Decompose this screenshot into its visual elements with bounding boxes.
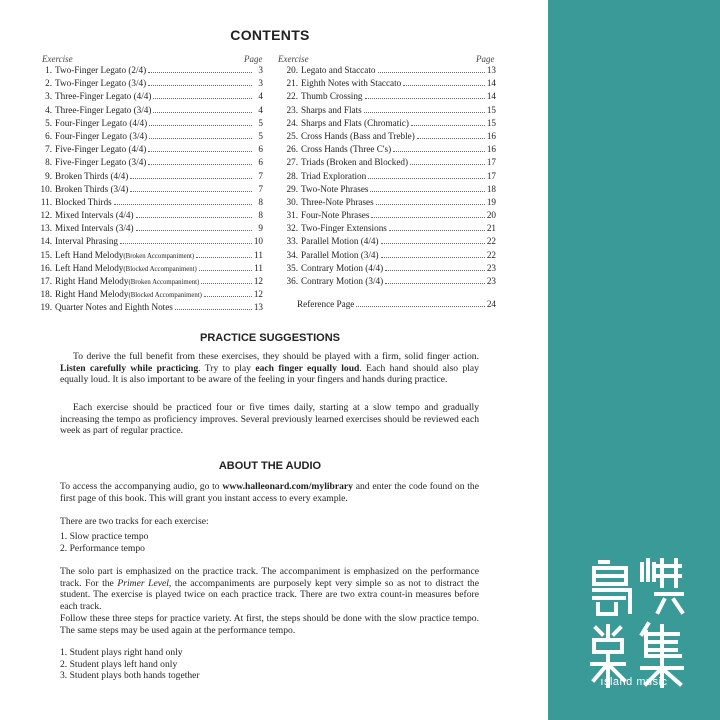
step-item-3: 3. Student plays both hands together xyxy=(60,670,200,682)
dot-leader xyxy=(376,203,485,205)
toc-entry-page: 24 xyxy=(486,299,496,309)
library-url: www.halleonard.com/mylibrary xyxy=(222,481,353,492)
toc-entry-page: 7 xyxy=(258,170,263,181)
toc-entry-number: 32. xyxy=(286,223,298,234)
toc-entry-number: 16. xyxy=(40,262,52,273)
toc-entry-number: 9. xyxy=(45,170,52,181)
toc-entry xyxy=(278,236,496,249)
toc-entry-number: 3. xyxy=(45,91,52,102)
toc-entry-number: 34. xyxy=(286,249,298,260)
toc-entry xyxy=(32,236,263,249)
toc-entry-number: 31. xyxy=(286,210,298,221)
toc-entry-number: 30. xyxy=(286,196,298,207)
track-item-1: 1. Slow practice tempo xyxy=(60,531,149,542)
toc-entry-title: Left Hand Melody xyxy=(55,262,124,273)
toc-entry-page: 19 xyxy=(486,196,496,207)
toc-entry-title: Mixed Intervals (3/4) xyxy=(55,223,134,234)
toc-entry-page: 11 xyxy=(254,262,263,273)
toc-entry-page: 5 xyxy=(258,130,263,141)
island-music-logo-icon xyxy=(586,556,686,696)
toc-entry xyxy=(278,171,496,184)
toc-entry xyxy=(32,210,263,223)
about-audio-heading: ABOUT THE AUDIO xyxy=(218,460,322,472)
dot-leader xyxy=(136,229,252,231)
toc-entry-page: 9 xyxy=(258,223,263,234)
dot-leader xyxy=(385,269,485,271)
audio-paragraph-4: Follow these three steps for practice variety. At first, the steps should be done with the slow practice tempo. The same steps may be used again at the performance tempo. xyxy=(60,613,479,636)
dot-leader xyxy=(368,177,485,179)
toc-entry-title: Three-Finger Legato (3/4) xyxy=(55,104,152,115)
toc-entry xyxy=(32,118,263,131)
right-col-page-header: Page xyxy=(476,54,495,64)
toc-entry-page: 22 xyxy=(486,236,496,247)
toc-entry xyxy=(278,250,496,263)
toc-entry-number: 20. xyxy=(286,65,298,75)
toc-entry-page: 14 xyxy=(486,91,496,102)
toc-entry-page: 21 xyxy=(486,223,496,234)
dot-leader xyxy=(175,308,252,310)
toc-entry-page: 4 xyxy=(258,91,263,102)
toc-entry-page: 5 xyxy=(258,117,263,128)
dot-leader xyxy=(148,84,252,86)
toc-entry xyxy=(32,263,263,276)
audio-paragraph-3: The solo part is emphasized on the practice track. The accompaniment is emphasized on the performance track. For the Primer Level, the accompaniments are purposely kept very simple so as not to distract the student. The exercise is played twice on each practice track. There are two extra count-in measures before each track. xyxy=(60,566,479,612)
dot-leader xyxy=(381,256,485,258)
toc-entry xyxy=(32,91,263,104)
toc-entry-number: 12. xyxy=(40,210,52,221)
toc-entry-title: Broken Thirds (3/4) xyxy=(55,183,129,194)
toc-entry-title: Contrary Motion (4/4) xyxy=(301,262,384,273)
toc-entry-title: Interval Phrasing xyxy=(55,236,119,247)
toc-entry-title: Sharps and Flats xyxy=(301,104,362,115)
toc-entry-number: 7. xyxy=(45,144,52,155)
dot-leader xyxy=(378,71,485,73)
track-item-2: 2. Performance tempo xyxy=(60,542,145,554)
toc-entry-number: 27. xyxy=(286,157,298,168)
toc-entry-page: 16 xyxy=(486,130,496,141)
track-list xyxy=(60,531,479,554)
toc-entry-title: Left Hand Melody xyxy=(55,249,124,260)
toc-entry-subtitle: (Broken Accompaniment) xyxy=(128,279,200,286)
toc-entry-number: 35. xyxy=(286,262,298,273)
toc-entry-title: Five-Finger Legato (3/4) xyxy=(55,157,147,168)
toc-entry-title: Sharps and Flats (Chromatic) xyxy=(301,117,409,128)
toc-entry-page: 4 xyxy=(258,104,263,115)
toc-entry-number: 22. xyxy=(286,91,298,102)
toc-entry-number: 10. xyxy=(40,183,52,194)
toc-entry-subtitle: (Blocked Accompaniment) xyxy=(128,292,202,300)
toc-entry-title: Triad Exploration xyxy=(301,170,367,181)
toc-entry-title: Three-Finger Legato (4/4) xyxy=(55,91,152,102)
toc-entry-reference xyxy=(278,299,496,312)
toc-entry-title: Five-Finger Legato (4/4) xyxy=(55,144,147,155)
dot-leader xyxy=(153,111,252,113)
toc-entry-number: 13. xyxy=(40,223,52,234)
dot-leader xyxy=(365,97,485,99)
left-col-exercise-header: Exercise xyxy=(42,54,73,64)
logo-brand-text: ısland music xyxy=(600,676,668,688)
toc-entry xyxy=(278,65,496,78)
toc-entry-number: 21. xyxy=(286,78,298,89)
toc-entry xyxy=(278,184,496,197)
toc-entry-page: 17 xyxy=(486,170,496,181)
dot-leader xyxy=(393,150,485,152)
toc-entry xyxy=(32,171,263,184)
toc-entry-title: Quarter Notes and Eighth Notes xyxy=(55,302,173,313)
toc-entry xyxy=(278,78,496,91)
dot-leader xyxy=(199,269,252,271)
toc-entry xyxy=(32,105,263,118)
toc-entry-subtitle: (Blocked Accompaniment) xyxy=(123,265,197,273)
steps-list xyxy=(60,647,479,682)
toc-entry xyxy=(32,302,263,315)
toc-entry-number: 25. xyxy=(286,130,298,141)
toc-entry-title: Two-Finger Extensions xyxy=(301,223,387,234)
toc-entry xyxy=(32,144,263,157)
toc-entry-title: Cross Hands (Three C's) xyxy=(301,144,392,155)
audio-paragraph-1: To access the accompanying audio, go to www.halleonard.com/mylibrary and enter the code found on the first page of this book. This will grant you instant access to every example. xyxy=(60,481,479,504)
toc-entry xyxy=(278,223,496,236)
toc-entry-page: 13 xyxy=(253,302,263,313)
dot-leader xyxy=(370,190,484,192)
toc-entry-number: 15. xyxy=(40,249,52,260)
toc-entry-page: 16 xyxy=(486,144,496,155)
dot-leader xyxy=(403,84,485,86)
toc-entry xyxy=(32,184,263,197)
emphasis-each-finger: each finger equally loud xyxy=(255,362,360,374)
dot-leader xyxy=(417,137,485,139)
toc-entry-title: Cross Hands (Bass and Treble) xyxy=(301,130,415,141)
toc-entry xyxy=(32,223,263,236)
toc-entry-number: 2. xyxy=(45,78,52,89)
dot-leader xyxy=(153,97,252,99)
toc-left-column xyxy=(32,65,263,316)
toc-entry-title: Right Hand Melody xyxy=(55,276,129,286)
toc-entry xyxy=(278,263,496,276)
dot-leader xyxy=(148,150,252,152)
toc-entry-number: 11. xyxy=(40,196,52,207)
toc-entry-page: 23 xyxy=(486,276,496,286)
dot-leader xyxy=(381,242,485,244)
toc-entry-title: Two-Finger Legato (3/4) xyxy=(55,78,147,89)
toc-entry-page: 7 xyxy=(258,183,263,194)
toc-entry xyxy=(32,157,263,170)
toc-entry xyxy=(278,276,496,289)
toc-entry-page: 18 xyxy=(486,183,496,194)
toc-entry xyxy=(278,118,496,131)
right-col-exercise-header: Exercise xyxy=(278,54,309,64)
toc-entry-title: Legato and Staccato xyxy=(301,65,376,75)
toc-entry-number: 5. xyxy=(45,117,52,128)
toc-entry-title: Right Hand Melody xyxy=(55,289,129,300)
toc-entry-title: Two-Finger Legato (2/4) xyxy=(55,65,147,75)
toc-entry-number: 36. xyxy=(286,276,298,286)
toc-entry-page: 20 xyxy=(486,210,496,221)
dot-leader xyxy=(204,295,252,297)
step-item-2: 2. Student plays left hand only xyxy=(60,658,178,670)
dot-leader xyxy=(136,216,252,218)
practice-paragraph-2: Each exercise should be practiced four or five times daily, starting at a slow tempo and gradually increasing the tempo as proficiency improves. Several previously learned exercises should be reviewed each week as part of regular practice. xyxy=(60,402,479,437)
dot-leader xyxy=(149,137,252,139)
toc-entry-page: 3 xyxy=(258,65,263,75)
dot-leader xyxy=(411,124,485,126)
step-item-1: 1. Student plays right hand only xyxy=(60,647,183,658)
dot-leader xyxy=(114,203,252,205)
dot-leader xyxy=(371,216,484,218)
dot-leader xyxy=(201,282,252,284)
toc-entry-page: 8 xyxy=(258,210,263,221)
toc-entry-title: Contrary Motion (3/4) xyxy=(301,276,384,286)
toc-entry-page: 17 xyxy=(486,157,496,168)
toc-entry xyxy=(278,144,496,157)
toc-entry xyxy=(278,210,496,223)
toc-entry-title: Mixed Intervals (4/4) xyxy=(55,210,134,221)
toc-entry-title: Parallel Motion (3/4) xyxy=(301,249,379,260)
toc-entry-number: 29. xyxy=(286,183,298,194)
toc-entry xyxy=(32,65,263,78)
toc-entry-number: 17. xyxy=(40,276,52,286)
toc-entry-page: 6 xyxy=(258,157,263,168)
toc-entry xyxy=(278,105,496,118)
toc-entry xyxy=(278,197,496,210)
toc-entry-page: 11 xyxy=(254,249,263,260)
practice-paragraph-1: To derive the full benefit from these exercises, they should be played with a firm, solid finger action. Listen carefully while practicing. Try to play each finger equally loud. Each hand should also play equally loud. It is also important to be aware of the feeling in your fingers and hands during practice. xyxy=(60,351,479,386)
dot-leader xyxy=(356,305,484,307)
dot-leader xyxy=(130,177,252,179)
left-col-page-header: Page xyxy=(244,54,263,64)
toc-entry-title: Thumb Crossing xyxy=(301,91,363,102)
toc-entry-number: 23. xyxy=(286,104,298,115)
dot-leader xyxy=(148,163,252,165)
toc-entry-number: 18. xyxy=(40,289,52,300)
toc-entry-number: 14. xyxy=(40,236,52,247)
toc-entry-page: 15 xyxy=(486,104,496,115)
dot-leader xyxy=(130,190,252,192)
toc-entry-page: 10 xyxy=(253,236,263,247)
toc-entry-number: 28. xyxy=(286,170,298,181)
toc-entry-number: 26. xyxy=(286,144,298,155)
dot-leader xyxy=(385,282,485,284)
toc-entry-title: Eighth Notes with Staccato xyxy=(301,78,402,89)
dot-leader xyxy=(364,111,485,113)
toc-entry-title: Four-Note Phrases xyxy=(301,210,370,221)
toc-entry-number: 24. xyxy=(286,117,298,128)
toc-entry-subtitle: (Broken Accompaniment) xyxy=(123,252,195,260)
toc-entry xyxy=(32,197,263,210)
toc-entry xyxy=(32,131,263,144)
toc-entry xyxy=(32,250,263,263)
toc-entry xyxy=(32,276,263,289)
toc-entry-page: 14 xyxy=(486,78,496,89)
toc-entry-title: Four-Finger Legato (3/4) xyxy=(55,130,148,141)
emphasis-listen: Listen carefully while practicing xyxy=(60,362,199,374)
toc-entry-number: 8. xyxy=(45,157,52,168)
toc-right-column xyxy=(278,65,496,289)
dot-leader xyxy=(120,242,252,244)
toc-entry xyxy=(32,78,263,91)
toc-entry-page: 12 xyxy=(253,289,263,300)
toc-entry-page: 15 xyxy=(486,117,496,128)
toc-entry-title: Reference Page xyxy=(297,299,355,309)
toc-entry-number: 19. xyxy=(40,302,52,313)
toc-entry-page: 12 xyxy=(253,276,263,286)
practice-suggestions-heading: PRACTICE SUGGESTIONS xyxy=(200,332,340,344)
dot-leader xyxy=(148,71,252,73)
toc-entry-number: 6. xyxy=(45,130,52,141)
toc-entry-number: 33. xyxy=(286,236,298,247)
toc-entry-page: 6 xyxy=(258,144,263,155)
dot-leader xyxy=(389,229,485,231)
audio-paragraph-2: There are two tracks for each exercise: xyxy=(60,516,209,527)
toc-entry xyxy=(278,91,496,104)
toc-entry-number: 4. xyxy=(45,104,52,115)
toc-entry-title: Broken Thirds (4/4) xyxy=(55,170,129,181)
dot-leader xyxy=(196,256,252,258)
toc-entry-page: 3 xyxy=(258,78,263,89)
toc-entry-title: Parallel Motion (4/4) xyxy=(301,236,379,247)
toc-entry-title: Triads (Broken and Blocked) xyxy=(301,157,409,168)
toc-entry-number: 1. xyxy=(45,65,52,75)
toc-entry xyxy=(278,157,496,170)
toc-entry-page: 22 xyxy=(486,249,496,260)
dot-leader xyxy=(149,124,252,126)
toc-entry-title: Three-Note Phrases xyxy=(301,196,374,207)
toc-entry-page: 8 xyxy=(258,196,263,207)
toc-entry-title: Blocked Thirds xyxy=(55,196,112,207)
toc-entry-title: Two-Note Phrases xyxy=(301,183,369,194)
dot-leader xyxy=(410,163,485,165)
toc-entry xyxy=(278,131,496,144)
toc-entry-page: 13 xyxy=(486,65,496,75)
toc-reference xyxy=(278,299,496,312)
toc-entry xyxy=(32,289,263,302)
toc-entry-title: Four-Finger Legato (4/4) xyxy=(55,117,148,128)
toc-entry-page: 23 xyxy=(486,262,496,273)
contents-title: CONTENTS xyxy=(230,27,310,43)
primer-level-emphasis: Primer Level xyxy=(117,577,169,589)
